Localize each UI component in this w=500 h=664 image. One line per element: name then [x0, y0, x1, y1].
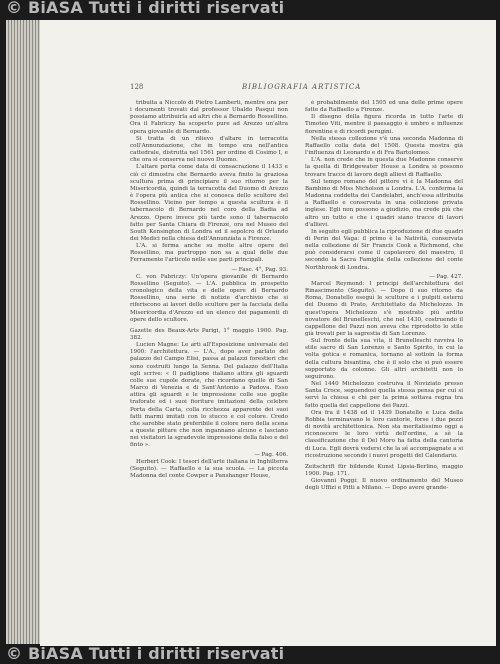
- paragraph: In seguito egli pubblica la riproduzione di due quadri di Perin del Vaga: il primo è la Natività, conservata nella collezione di Sir Francis Cook a Richmond, che può considerarsi come il capolavoro del maestro, il secondo la Sacra Famiglia della collezione del conte Northbrook di Londra.: [305, 228, 463, 271]
- paragraph: Lucien Magne: Le arti all'Esposizione universale del 1900: l'architettura. — L'A., dopo aver parlato del palazzo del Campo Elisi, passa ai palazzi forestieri che sono costruiti lungo la Senna. Del palazzo dell'Italia egli scrive: « Il padiglione italiano attira gli sguardi colle sue cupole dorate, che ricordano quelle di San Marco di Venezia e di Sant'Antonio a Padova. Esso attira gli sguardi e le impressione colle sue goglie traforate ed i suoi fioriture imitazioni della celebre Porta della Carta, colla ricchezza apparente dei suoi fatti marmi imitati con lo stucco e col colore. Credo che sarebbe stato preferibile il colore nero della scena a queste pitture che non ingannano alcuno e lasciano nei visitatori la sgradevole impressione della falso e del finto ».: [130, 342, 288, 449]
- page-reference: — Pag. 427.: [429, 273, 463, 280]
- paragraph: L'altare porta come data di consacrazione il 1433 e ciò ci dimostra che Bernardo aveva finito la graziosa scultura prima di principiare il suo ritorno per la Misericordia, quindi la terracotta del Duomo di Arezzo è l'opera più antica che si conosca dello scultore del Rossellino. Vieino per tempo a questa scultura è il tabernacolo di Bernardo nel coro della Badia ad Arezzo. Opere invece più tarde sono il tabernacolo fatto per Santa Chiara di Firenze, ora nel Museo del South Kensington di Londra ed il sepolcro di Orlando dei Medici nella chiesa dell'Annunziata a Firenze.: [130, 164, 288, 242]
- paragraph: L'A. si ferma anche su molte altre opere del Rossellino, ma purtroppo non sa a qual delle due Ferramente l'articolo nelle sue parti principali.: [130, 243, 288, 264]
- paragraph: Nella stessa collezione v'è una seconda Madonna di Raffaello colla data del 1508. Questa mostra già l'influenza di Leonardo e di Fra Bartolomeo.: [305, 135, 463, 157]
- paragraph: Marcel Reymond: I principi dell'architettura del Rinascimento (Seguito). — Dopo il suo ritorno da Roma, Donatello eseguì le sculture e i pulpiti esterni del Duomo di Prato, Architettato da Michelozzo. In quest'opera Michelozzo s'è mostrato più ardito novatore del Brunelleschi, che nel 1430, costruendo il cappellone del Pazzi non aveva che riprodotto lo stile già trovati per la sagrestia di San Lorenzo.: [305, 280, 463, 337]
- paragraph: Nel 1440 Michelozzo costruiva il Noviziato presso Santa Croce, seguendosi quella stessa pensa per cui si servì la chiesa e chi per la prima sottava regna tra fatto quella del cappellone dei Pazzi.: [305, 381, 463, 409]
- paragraph: L'A. non crede che in questa due Madonne conserve la quella di Bridgewater House a Londra si possono trovare tracce di lavoro degli allievi di Raffaello.: [305, 157, 463, 178]
- paragraph: Il disegno della figura ricorda in tutto l'arte di Timoteo Viti, mentre il paesaggio è umbro e influenze fiorentine e di ricordi perugini.: [305, 114, 463, 135]
- running-title: BIBLIOGRAFIA ARTISTICA: [242, 83, 362, 91]
- book-page-edges: [6, 20, 40, 644]
- watermark-bottom: © BiASA Tutti i diritti riservati: [6, 644, 285, 663]
- paragraph: Herbert Cook: I tesori dell'arte italiana in Inghilterra (Seguito). — Raffaello e la sua scuola. — La piccola Madonna del conte Cowper a Panshanger House,: [130, 458, 288, 479]
- journal-heading: Gazette des Beaux-Arts Parigi, 1° maggio 1900. Pag. 382.: [130, 327, 288, 341]
- page-reference: — Pag. 406.: [254, 451, 288, 458]
- page-number: 128: [130, 83, 144, 91]
- paragraph: Sul tempo romano del pittore vi è la Madonna del Bambino di Miss Nicholson a Londra. L'A. conferma la Madonna coddetta dei Candelabri, anch'essa attribuita a Raffaello e conservata in una collezione privata inglese. Egli non possono a giudizio, ma crede più che altro un tutto e che i quadri siano tracce di lavori d'allievi.: [305, 178, 463, 228]
- paragraph: Si tratta di un rilievo d'altare in terracotta coll'Annunziazione, che in tempo era nell'antica cattedrale, distrutta nel 1561 per ordine di Cosimo I, e che ora si conserva nel nuovo Duomo.: [130, 135, 288, 164]
- paragraph: è probabilmente del 1505 ed una delle prime opere fatte da Raffaello a Firenze.: [305, 100, 463, 114]
- paragraph: tribuita a Niccolò di Pietro Lamberti, mentre ora per i documenti trovati dal professor Ubaldo Pasqui non possiamo attribuirla ad altri che a Bernardo Rossellino. Ora il Fabriczy ha scoperto pure ad Arezzo un'altra opera giovanile di Bernardo.: [130, 100, 288, 135]
- text-column-right: [305, 100, 463, 608]
- watermark-top: © BiASA Tutti i diritti riservati: [6, 0, 285, 17]
- page-reference: — Fasc. 4°, Pag. 93.: [231, 266, 288, 273]
- paragraph: Ora fra il 1438 ed il 1439 Donatello e Luca della Robbia terminavano le loro cantorie, forse i due pezzi di novità architettonica. Non sta meritatissimo oggi a riconoscere le loro virtù dell'ordine, a sè la classificazione che il Del Moro ha fatta della cantoria di Luca. Egli dovrà vedersi che la sé accompagnate a si ricostruzione secondo i nuovi progetti del Calendario.: [305, 409, 463, 459]
- paragraph: Sul fronte della sua vita, il Brunelleschi ravviva lo stile sacro di San Lorenzo e Santo Spirito, in cui la volta gotica e romanica, tornano al sottoin la forma della cultura bisantina, che è il solo che si può essere sopportato da colonne. Gli altri architetti non lo seguirono.: [305, 338, 463, 380]
- running-head: [130, 83, 478, 95]
- paragraph: Giovanni Poggi: Il nuovo ordinamento del Museo degli Uffizi e Pitti a Milano. — Dopo avere grande-: [305, 478, 463, 492]
- paragraph: C. von Fabriczy: Un'opera giovanile di Bernardo Rossellino (Seguito). — L'A. pubblica in prospetto cronologico della vita e delle opere di Bernardo Rossellino, una serie di notizie d'archivio che si riferiscono ai lavori dello scultore per la facciata della Misericordia d'Arezzo ed un elenco dei pagamenti di opere dello scultore.: [130, 273, 288, 323]
- text-column-left: [130, 100, 288, 608]
- journal-heading: Zeitschrift für bildende Kunst Lipsia-Berlino, maggio 1900. Pag. 171.: [305, 463, 463, 477]
